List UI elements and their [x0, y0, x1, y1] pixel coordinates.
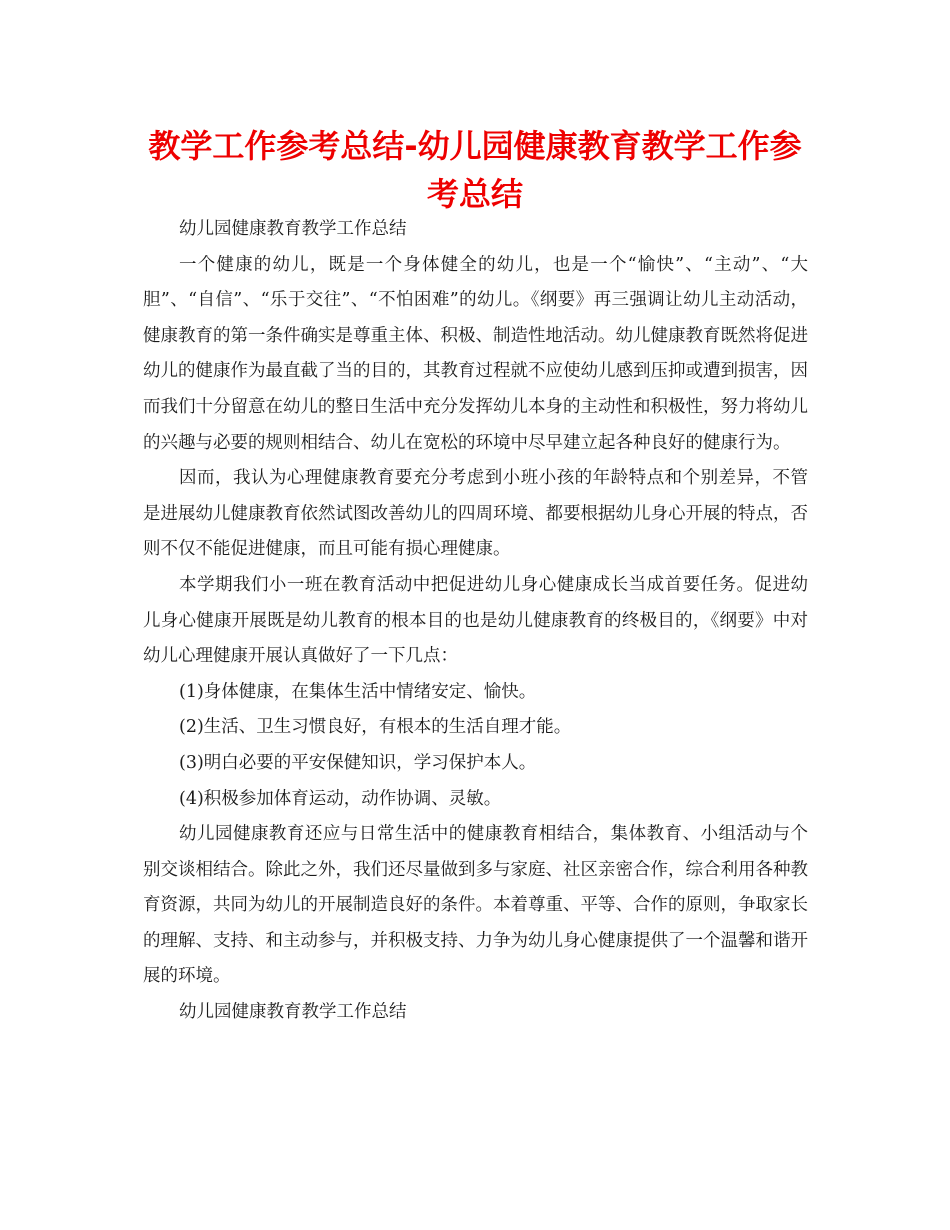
paragraph-combination: 幼儿园健康教育还应与日常生活中的健康教育相结合，集体教育、小组活动与个别交谈相结合。除此之外，我们还尽量做到多与家庭、社区亲密合作，综合利用各种教育资源，共同为幼儿的开展制造良好的条件。本着尊重、平等、合作的原则，争取家长的理解、支持、和主动参与，并积极支持、力争为幼儿身心健康提供了一个温馨和谐开展的环境。 [143, 824, 808, 987]
list-item-2: (2)生活、卫生习惯良好，有根本的生活自理才能。 [179, 717, 572, 738]
list-item-3: (3)明白必要的平安保健知识，学习保护本人。 [179, 752, 537, 773]
paragraph-closing-heading: 幼儿园健康教育教学工作总结 [179, 1002, 407, 1023]
paragraph-semester: 本学期我们小一班在教育活动中把促进幼儿身心健康成长当成首要任务。促进幼儿身心健康开展既是幼儿教育的根本目的也是幼儿健康教育的终极目的，《纲要》中对幼儿心理健康开展认真做好了一下几点： [143, 574, 808, 667]
paragraph-consideration: 因而，我认为心理健康教育要充分考虑到小班小孩的年龄特点和个别差异，不管是进展幼儿健康教育依然试图改善幼儿的四周环境、都要根据幼儿身心开展的特点，否则不仅不能促进健康，而且可能有损心理健康。 [143, 468, 808, 560]
list-item-1: (1)身体健康，在集体生活中情绪安定、愉快。 [179, 681, 537, 702]
paragraph-subtitle: 幼儿园健康教育教学工作总结 [179, 219, 407, 239]
document-title: 教学工作参考总结-幼儿园健康教育教学工作参考总结 [148, 127, 802, 213]
list-item-4: (4)积极参加体育运动，动作协调、灵敏。 [179, 788, 502, 809]
paragraph-intro: 一个健康的幼儿，既是一个身体健全的幼儿，也是一个“愉快”、“主动”、“大胆”、“自信”、“乐于交往”、“不怕困难”的幼儿。《纲要》再三强调让幼儿主动活动，健康教育的第一条件确实是尊重主体、积极、制造性地活动。幼儿健康教育既然将促进幼儿的健康作为最直截了当的目的，其教育过程就不应使幼儿感到压抑或遭到损害，因而我们十分留意在幼儿的整日生活中充分发挥幼儿本身的主动性和积极性，努力将幼儿的兴趣与必要的规则相结合、幼儿在宽松的环境中尽早建立起各种良好的健康行为。 [143, 254, 808, 453]
document-body [143, 212, 808, 1031]
